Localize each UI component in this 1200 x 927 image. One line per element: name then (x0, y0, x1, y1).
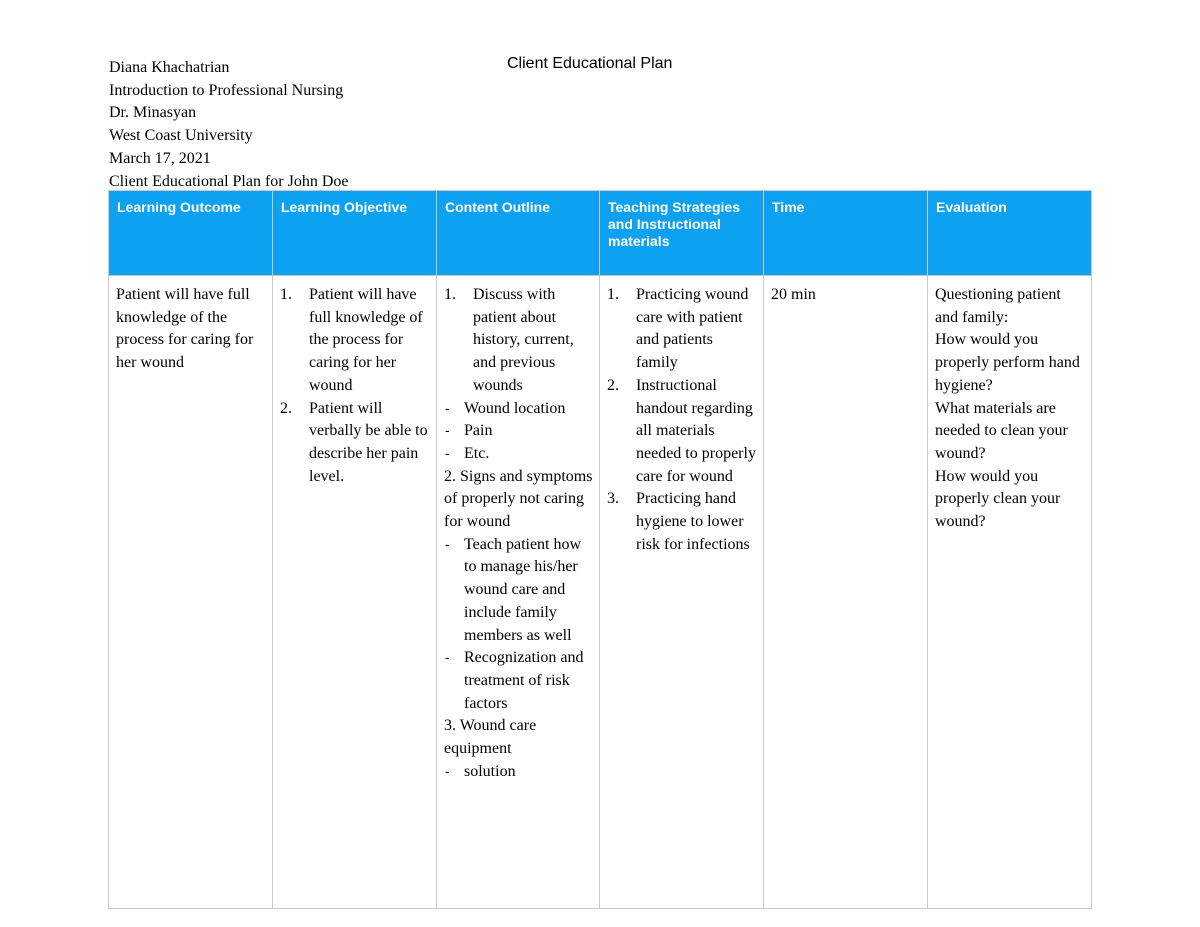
list-number: 2. (280, 399, 292, 417)
list-item (444, 420, 593, 443)
list-number: 2. (607, 376, 619, 394)
list-item (444, 284, 593, 398)
list-item-text: Wound location (464, 399, 566, 417)
table-header-row (109, 191, 1092, 276)
plan-subtitle: Client Educational Plan for John Doe (109, 172, 349, 190)
author-block (109, 57, 349, 193)
list-item-text: Recognization and treatment of risk factors (464, 649, 584, 712)
col-learning-objective: Learning Objective (273, 191, 437, 276)
evaluation-line: How would you properly clean your wound? (935, 467, 1061, 531)
list-item-text: Etc. (464, 444, 490, 462)
list-item-text: solution (464, 762, 516, 780)
col-teaching-strategies: Teaching Strategies and Instructional materials (600, 191, 764, 276)
list-item-text: Instructional handout regarding all materials needed to properly care for wound (636, 376, 756, 485)
list-item (444, 761, 593, 784)
list-item (607, 284, 757, 375)
bullet-list (444, 398, 593, 466)
document-title: Client Educational Plan (507, 55, 673, 72)
list-item-text: Patient will have full knowledge of the process for caring for her wound (309, 286, 423, 394)
cell-learning-objective (273, 276, 437, 909)
university-name: West Coast University (109, 127, 253, 145)
col-evaluation: Evaluation (928, 191, 1092, 276)
list-item-text: Practicing hand hygiene to lower risk for infections (636, 490, 750, 553)
bullet-list (444, 761, 593, 784)
list-item (280, 398, 430, 489)
col-time: Time (764, 191, 928, 276)
outline-heading: 2. Signs and symptoms of properly not caring for wound (444, 467, 593, 531)
author-name: Diana Khachatrian (109, 59, 230, 76)
list-number: 1. (280, 286, 292, 303)
list-item (444, 534, 593, 648)
course-name: Introduction to Professional Nursing (109, 81, 344, 99)
instructor-name: Dr. Minasyan (109, 104, 197, 122)
list-number: 3. (607, 490, 619, 508)
list-item (444, 443, 593, 466)
list-item (280, 284, 430, 398)
list-item (444, 398, 593, 421)
dash-bullet-icon: - (445, 535, 450, 552)
list-number: 1. (444, 286, 456, 303)
table-row (109, 276, 1092, 909)
list-item-text: Practicing wound care with patient and patients family (636, 286, 749, 372)
strategy-list (607, 284, 757, 556)
cell-evaluation (928, 276, 1092, 909)
col-content-outline: Content Outline (437, 191, 600, 276)
educational-plan-table (108, 190, 1092, 909)
list-item-text: Discuss with patient about history, current, and previous wounds (473, 286, 574, 394)
list-item-text: Patient will verbally be able to describe her pain level. (309, 399, 428, 485)
time-value: 20 min (771, 286, 816, 303)
cell-teaching-strategies (600, 276, 764, 909)
outline-heading: 3. Wound care equipment (444, 717, 537, 758)
dash-bullet-icon: - (445, 762, 450, 779)
document-date: March 17, 2021 (109, 149, 211, 167)
list-number: 1. (607, 286, 619, 303)
list-item (444, 647, 593, 715)
cell-content-outline (437, 276, 600, 909)
list-item (607, 375, 757, 489)
bullet-list (444, 534, 593, 716)
cell-time (764, 276, 928, 909)
list-item-text: Pain (464, 422, 493, 440)
evaluation-line: What materials are needed to clean your wound? (935, 399, 1068, 462)
objective-list (280, 284, 430, 488)
cell-learning-outcome (109, 276, 273, 909)
col-learning-outcome: Learning Outcome (109, 191, 273, 276)
evaluation-line: Questioning patient and family: (935, 286, 1061, 326)
dash-bullet-icon: - (445, 422, 450, 439)
outcome-text: Patient will have full knowledge of the process for caring for her wound (116, 286, 254, 372)
dash-bullet-icon: - (445, 399, 450, 416)
dash-bullet-icon: - (445, 444, 450, 461)
dash-bullet-icon: - (445, 649, 450, 666)
list-item (607, 488, 757, 556)
list-item-text: Teach patient how to manage his/her wound care and include family members as well (464, 535, 582, 644)
evaluation-line: How would you properly perform hand hygiene? (935, 331, 1080, 394)
